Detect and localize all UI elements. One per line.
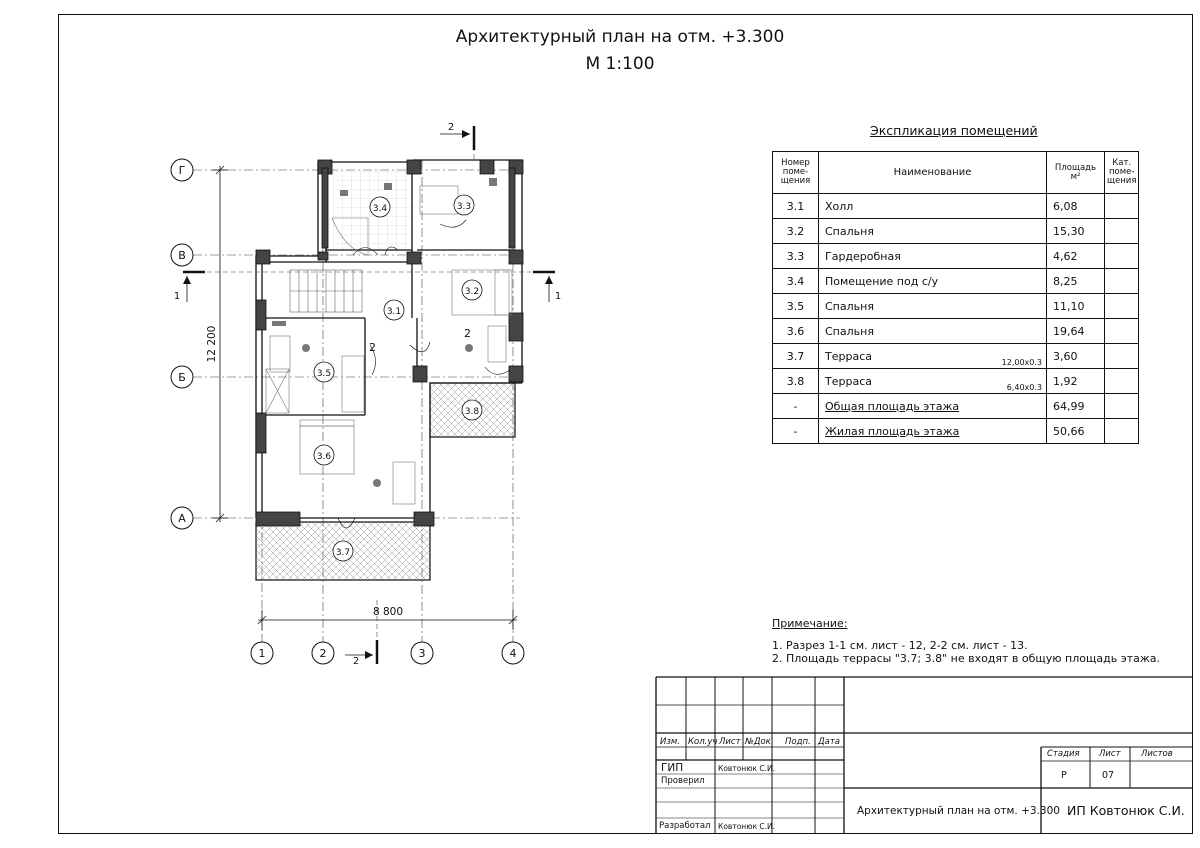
stamp-sheet-value: 07 bbox=[1102, 770, 1115, 781]
svg-text:Б: Б bbox=[178, 371, 186, 384]
stamp-organization: ИП Ковтонюк С.И. bbox=[1067, 803, 1185, 818]
svg-text:А: А bbox=[178, 512, 186, 525]
table-row: 3.5 Спальня 11,10 bbox=[773, 294, 1139, 319]
note-item: 1. Разрез 1-1 см. лист - 12, 2-2 см. лист - 13. bbox=[772, 639, 1028, 652]
stamp-role-gip: ГИП bbox=[661, 762, 684, 774]
stamp-sheet-title: Архитектурный план на отм. +3.300 bbox=[857, 805, 1060, 817]
stamp-name-developed: Ковтонюк С.И. bbox=[718, 822, 776, 831]
svg-text:4: 4 bbox=[509, 647, 517, 660]
note-item: 2. Площадь террасы "3.7; 3.8" не входят в общую площадь этажа. bbox=[772, 652, 1161, 665]
stamp-role-checked: Проверил bbox=[661, 776, 705, 786]
table-row-total: - Общая площадь этажа 64,99 bbox=[773, 394, 1139, 419]
svg-text:3.6: 3.6 bbox=[316, 452, 332, 462]
stamp-sheets-header: Листов bbox=[1141, 749, 1173, 759]
stamp-col-data: Дата bbox=[818, 737, 841, 747]
table-row: 3.8 Терраса 6,40х0.3 1,92 bbox=[773, 369, 1139, 394]
svg-text:1: 1 bbox=[258, 647, 266, 660]
svg-text:2: 2 bbox=[447, 122, 455, 133]
table-row: 3.4 Помещение под с/у 8,25 bbox=[773, 269, 1139, 294]
svg-text:В: В bbox=[178, 249, 186, 262]
stamp-stage-value: Р bbox=[1061, 770, 1067, 781]
table-row-total: - Жилая площадь этажа 50,66 bbox=[773, 419, 1139, 444]
svg-text:3.3: 3.3 bbox=[456, 202, 472, 212]
stamp-col-list: Лист bbox=[719, 737, 741, 747]
svg-text:1: 1 bbox=[173, 291, 181, 302]
stamp-role-developed: Разработал bbox=[659, 821, 711, 831]
svg-text:2: 2 bbox=[464, 327, 471, 340]
table-row: 3.7 Терраса 12,00х0.3 3,60 bbox=[773, 344, 1139, 369]
table-row: 3.6 Спальня 19,64 bbox=[773, 319, 1139, 344]
svg-text:1: 1 bbox=[554, 291, 562, 302]
table-row: 3.1 Холл 6,08 bbox=[773, 194, 1139, 219]
svg-text:2: 2 bbox=[319, 647, 327, 660]
svg-text:2: 2 bbox=[352, 656, 360, 667]
stamp-col-doc: №Док. bbox=[745, 737, 774, 747]
stamp-stage-header: Стадия bbox=[1047, 749, 1080, 759]
svg-text:3.4: 3.4 bbox=[372, 204, 388, 214]
svg-text:3.1: 3.1 bbox=[386, 307, 402, 317]
explication-header: Номер поме-щения Наименование Площадь м² Кат. поме-щения bbox=[773, 152, 1139, 194]
svg-text:2: 2 bbox=[369, 341, 376, 354]
stamp-col-koluch: Кол.уч bbox=[688, 737, 718, 747]
svg-text:3.8: 3.8 bbox=[464, 407, 480, 417]
notes-title: Примечание: bbox=[772, 617, 848, 630]
stamp-name-gip: Ковтонюк С.И. bbox=[718, 764, 776, 773]
table-row: 3.3 Гардеробная 4,62 bbox=[773, 244, 1139, 269]
svg-text:3.7: 3.7 bbox=[335, 548, 351, 558]
drawing-sheet: Архитектурный план на отм. +3.300 М 1:100 Г В Б А 1 2 3 4 8 800 12 200 1 1 2 2 3.4 3.3 3.1 3.2 3.5 3.8 3.6 3.7 2 2 Экспликация помещений Номер поме-щения Наименование Площадь м² Кат. поме-щения 3.1 Холл 6,08 3.2 Спальня 15,30 3.3 Гардеробная 4,62 3.4 Помещение под с/у 8,25 3.5 Спальня 11,10 3.6 Спальня 19,64 3.7 Терраса 12,00х0.3 3,60 3.8 Терраса 6,40х0.3 1,92 - Общая площадь этажа 64,99 - Жилая площадь этажа 50,66 Примечание: 1. Разрез 1-1 см. лист - 12, 2-2 см. лист - 13. 2. Площадь террасы "3.7; 3.8" не входят в общую площадь этажа. Изм. Кол.уч Лист №Док. Подп. Дата ГИП Проверил Разработал Ковтонюк С.И. Ковтонюк С.И. Стадия Лист Листов Р 07 Архитектурный план на отм. +3.300 ИП Ковтонюк С.И. bbox=[0, 0, 1200, 848]
svg-text:3.2: 3.2 bbox=[464, 287, 480, 297]
svg-text:Г: Г bbox=[178, 164, 186, 177]
svg-text:3.5: 3.5 bbox=[316, 369, 332, 379]
explication-title: Экспликация помещений bbox=[870, 123, 1038, 138]
stamp-col-izm: Изм. bbox=[660, 737, 680, 747]
svg-text:12 200: 12 200 bbox=[206, 325, 218, 363]
svg-text:8 800: 8 800 bbox=[372, 606, 404, 618]
stamp-col-podp: Подп. bbox=[785, 737, 811, 747]
stamp-sheet-header: Лист bbox=[1099, 749, 1121, 759]
svg-text:3: 3 bbox=[418, 647, 426, 660]
table-row: 3.2 Спальня 15,30 bbox=[773, 219, 1139, 244]
